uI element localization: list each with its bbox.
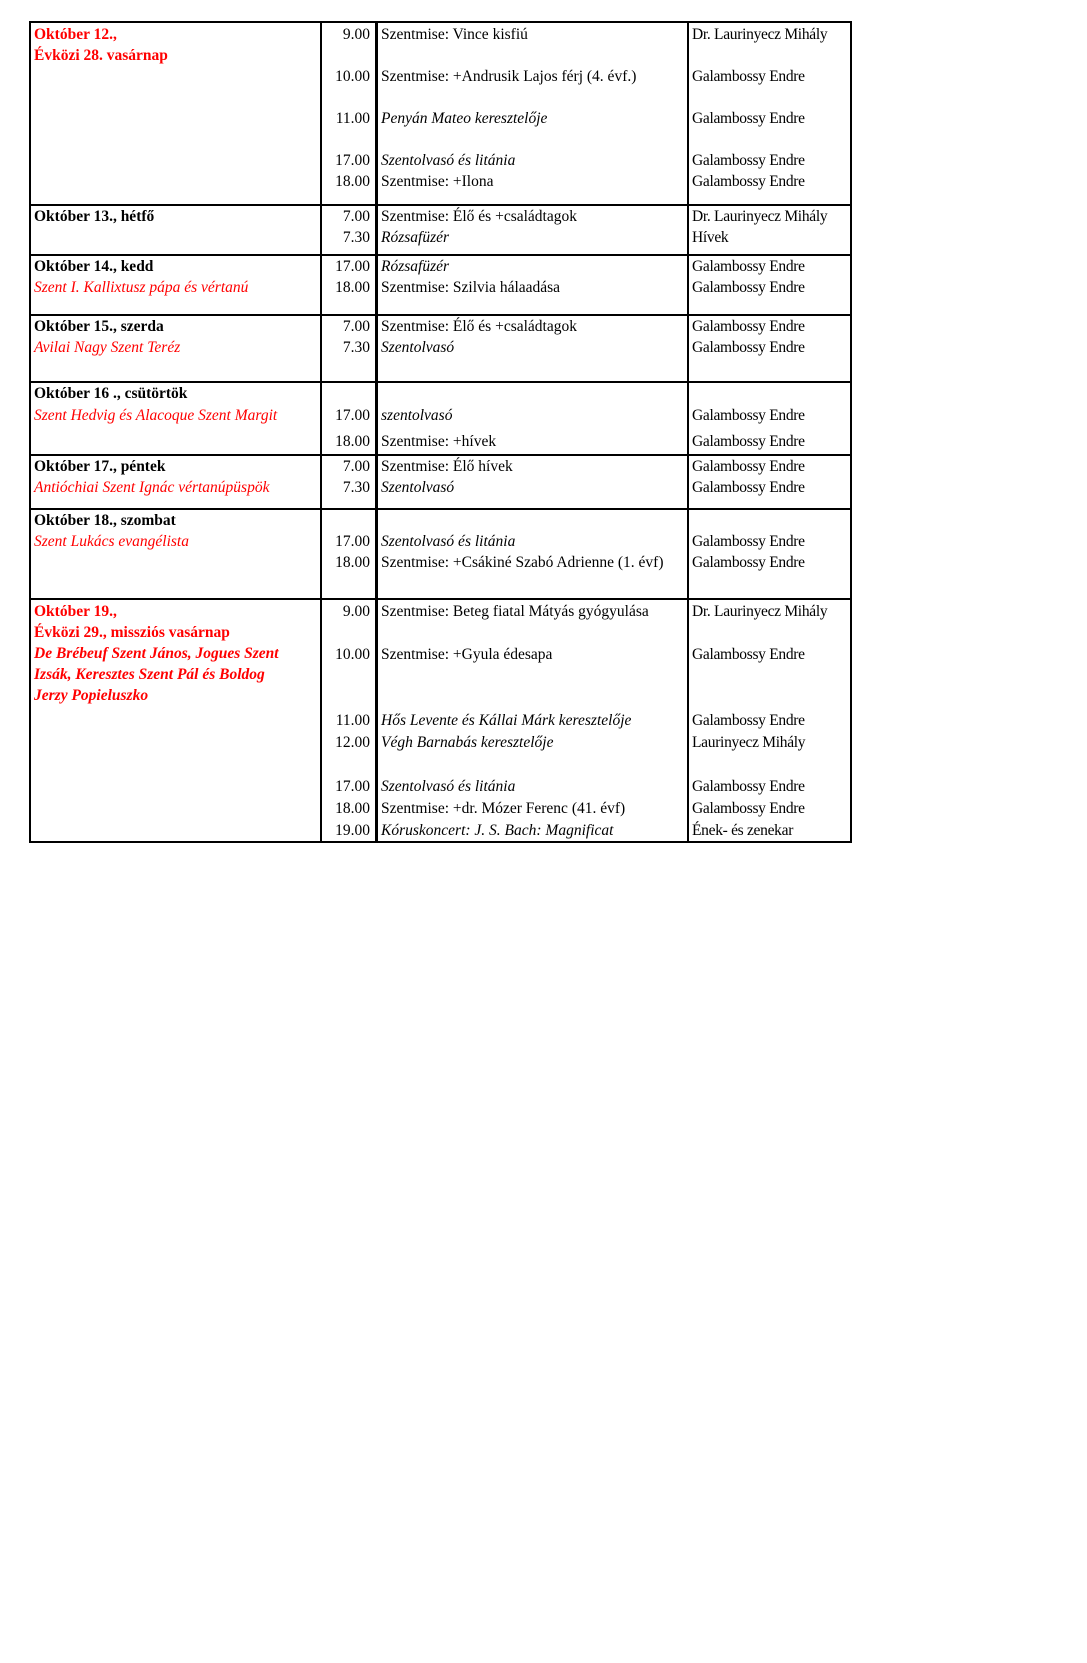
event-activity: Szentmise: Vince kisfiú	[381, 26, 528, 43]
event-person: Ének- és zenekar	[692, 822, 794, 839]
day-cell	[31, 600, 320, 841]
event-activity: Szentmise: Élő és +családtagok	[381, 318, 577, 335]
day-title: Október 19.,	[34, 603, 117, 620]
day-title: Október 15., szerda	[34, 318, 164, 335]
event-person: Dr. Laurinyecz Mihály	[692, 208, 828, 225]
event-time: 7.00	[342, 208, 370, 225]
event-person: Laurinyecz Mihály	[692, 734, 806, 751]
event-person: Galambossy Endre	[692, 279, 805, 296]
event-time: 7.30	[342, 479, 370, 496]
activity-cell	[375, 206, 687, 254]
mass-schedule-table	[29, 21, 852, 843]
celebrant-cell	[687, 206, 850, 254]
event-time: 10.00	[335, 646, 370, 663]
day-cell	[31, 456, 320, 508]
activity-cell	[375, 456, 687, 508]
day-block-oct-12	[31, 23, 850, 204]
activity-cell	[375, 600, 687, 841]
celebrant-cell	[687, 316, 850, 381]
saint-of-day: Antióchiai Szent Ignác vértanúpüspök	[34, 479, 270, 496]
day-cell	[31, 206, 320, 254]
event-person: Galambossy Endre	[692, 173, 805, 190]
day-block-oct-14	[31, 254, 850, 314]
saint-of-day: De Brébeuf Szent János, Jogues Szent	[34, 645, 279, 662]
day-subtitle: Évközi 29., missziós vasárnap	[34, 624, 230, 641]
event-activity: Hős Levente és Kállai Márk keresztelője	[381, 712, 632, 729]
event-activity: Szentolvasó és litánia	[381, 152, 516, 169]
event-person: Galambossy Endre	[692, 258, 805, 275]
event-person: Dr. Laurinyecz Mihály	[692, 26, 828, 43]
event-time: 7.30	[342, 229, 370, 246]
event-activity: Szentolvasó és litánia	[381, 533, 516, 550]
event-activity: Szentolvasó	[381, 339, 455, 356]
event-time: 18.00	[335, 554, 370, 571]
event-person: Galambossy Endre	[692, 339, 805, 356]
celebrant-cell	[687, 383, 850, 454]
time-cell	[320, 510, 375, 598]
event-activity: Szentmise: Szilvia hálaadása	[381, 279, 561, 296]
event-activity: Szentmise: +Gyula édesapa	[381, 646, 553, 663]
time-cell	[320, 600, 375, 841]
event-activity: Kóruskoncert: J. S. Bach: Magnificat	[381, 822, 614, 839]
celebrant-cell	[687, 456, 850, 508]
event-time: 7.00	[342, 458, 370, 475]
event-activity: Rózsafüzér	[381, 229, 450, 246]
day-subtitle: Évközi 28. vasárnap	[34, 47, 168, 64]
day-title: Október 13., hétfő	[34, 208, 155, 225]
event-activity: Végh Barnabás keresztelője	[381, 734, 554, 751]
saint-of-day: Avilai Nagy Szent Teréz	[34, 339, 181, 356]
day-title: Október 16 ., csütörtök	[34, 385, 188, 402]
day-cell	[31, 510, 320, 598]
day-block-oct-16	[31, 381, 850, 454]
time-cell	[320, 316, 375, 381]
time-cell	[320, 383, 375, 454]
event-time: 18.00	[335, 279, 370, 296]
event-time: 17.00	[335, 778, 370, 795]
day-block-oct-19	[31, 598, 850, 841]
event-activity: Szentolvasó	[381, 479, 455, 496]
day-block-oct-18	[31, 508, 850, 598]
event-person: Hívek	[692, 229, 729, 246]
day-title: Október 18., szombat	[34, 512, 176, 529]
event-person: Galambossy Endre	[692, 800, 805, 817]
saint-of-day: Izsák, Keresztes Szent Pál és Boldog	[34, 666, 265, 683]
event-person: Dr. Laurinyecz Mihály	[692, 603, 828, 620]
activity-cell	[375, 510, 687, 598]
day-cell	[31, 383, 320, 454]
event-person: Galambossy Endre	[692, 778, 805, 795]
event-activity: Rózsafüzér	[381, 258, 450, 275]
event-activity: Szentmise: +hívek	[381, 433, 497, 450]
event-person: Galambossy Endre	[692, 646, 805, 663]
activity-cell	[375, 383, 687, 454]
event-time: 18.00	[335, 433, 370, 450]
event-activity: Szentmise: Beteg fiatal Mátyás gyógyulása	[381, 603, 649, 620]
activity-cell	[375, 23, 687, 204]
event-activity: Szentmise: +Andrusik Lajos férj (4. évf.)	[381, 68, 637, 85]
event-time: 17.00	[335, 533, 370, 550]
event-time: 18.00	[335, 173, 370, 190]
event-time: 10.00	[335, 68, 370, 85]
event-activity: Szentolvasó és litánia	[381, 778, 516, 795]
time-cell	[320, 23, 375, 204]
event-activity: Penyán Mateo keresztelője	[381, 110, 548, 127]
time-cell	[320, 256, 375, 314]
event-time: 9.00	[342, 603, 370, 620]
celebrant-cell	[687, 510, 850, 598]
day-block-oct-13	[31, 204, 850, 254]
event-time: 17.00	[335, 152, 370, 169]
celebrant-cell	[687, 23, 850, 204]
saint-of-day: Szent Lukács evangélista	[34, 533, 189, 550]
event-person: Galambossy Endre	[692, 433, 805, 450]
event-person: Galambossy Endre	[692, 458, 805, 475]
event-time: 19.00	[335, 822, 370, 839]
activity-cell	[375, 256, 687, 314]
day-title: Október 17., péntek	[34, 458, 166, 475]
event-time: 9.00	[342, 26, 370, 43]
event-person: Galambossy Endre	[692, 554, 805, 571]
event-time: 18.00	[335, 800, 370, 817]
event-activity: Szentmise: +dr. Mózer Ferenc (41. évf)	[381, 800, 626, 817]
event-person: Galambossy Endre	[692, 407, 805, 424]
event-time: 7.30	[342, 339, 370, 356]
activity-cell	[375, 316, 687, 381]
saint-of-day: Szent I. Kallixtusz pápa és vértanú	[34, 279, 249, 296]
celebrant-cell	[687, 600, 850, 841]
day-cell	[31, 316, 320, 381]
event-person: Galambossy Endre	[692, 152, 805, 169]
saint-of-day: Jerzy Popieluszko	[34, 687, 149, 704]
day-block-oct-17	[31, 454, 850, 508]
saint-of-day: Szent Hedvig és Alacoque Szent Margit	[34, 407, 278, 424]
event-time: 12.00	[335, 734, 370, 751]
time-cell	[320, 456, 375, 508]
day-cell	[31, 256, 320, 314]
event-activity: Szentmise: Élő és +családtagok	[381, 208, 577, 225]
day-block-oct-15	[31, 314, 850, 381]
event-activity: Szentmise: +Ilona	[381, 173, 494, 190]
day-title: Október 14., kedd	[34, 258, 154, 275]
day-cell	[31, 23, 320, 204]
event-time: 11.00	[335, 712, 370, 729]
celebrant-cell	[687, 256, 850, 314]
event-person: Galambossy Endre	[692, 479, 805, 496]
event-person: Galambossy Endre	[692, 712, 805, 729]
event-activity: Szentmise: Élő hívek	[381, 458, 513, 475]
event-person: Galambossy Endre	[692, 110, 805, 127]
event-time: 7.00	[342, 318, 370, 335]
event-person: Galambossy Endre	[692, 318, 805, 335]
day-title: Október 12.,	[34, 26, 117, 43]
event-person: Galambossy Endre	[692, 533, 805, 550]
event-person: Galambossy Endre	[692, 68, 805, 85]
event-activity: szentolvasó	[381, 407, 453, 424]
time-cell	[320, 206, 375, 254]
event-time: 17.00	[335, 407, 370, 424]
event-activity: Szentmise: +Csákiné Szabó Adrienne (1. évf)	[381, 554, 664, 571]
event-time: 11.00	[335, 110, 370, 127]
event-time: 17.00	[335, 258, 370, 275]
